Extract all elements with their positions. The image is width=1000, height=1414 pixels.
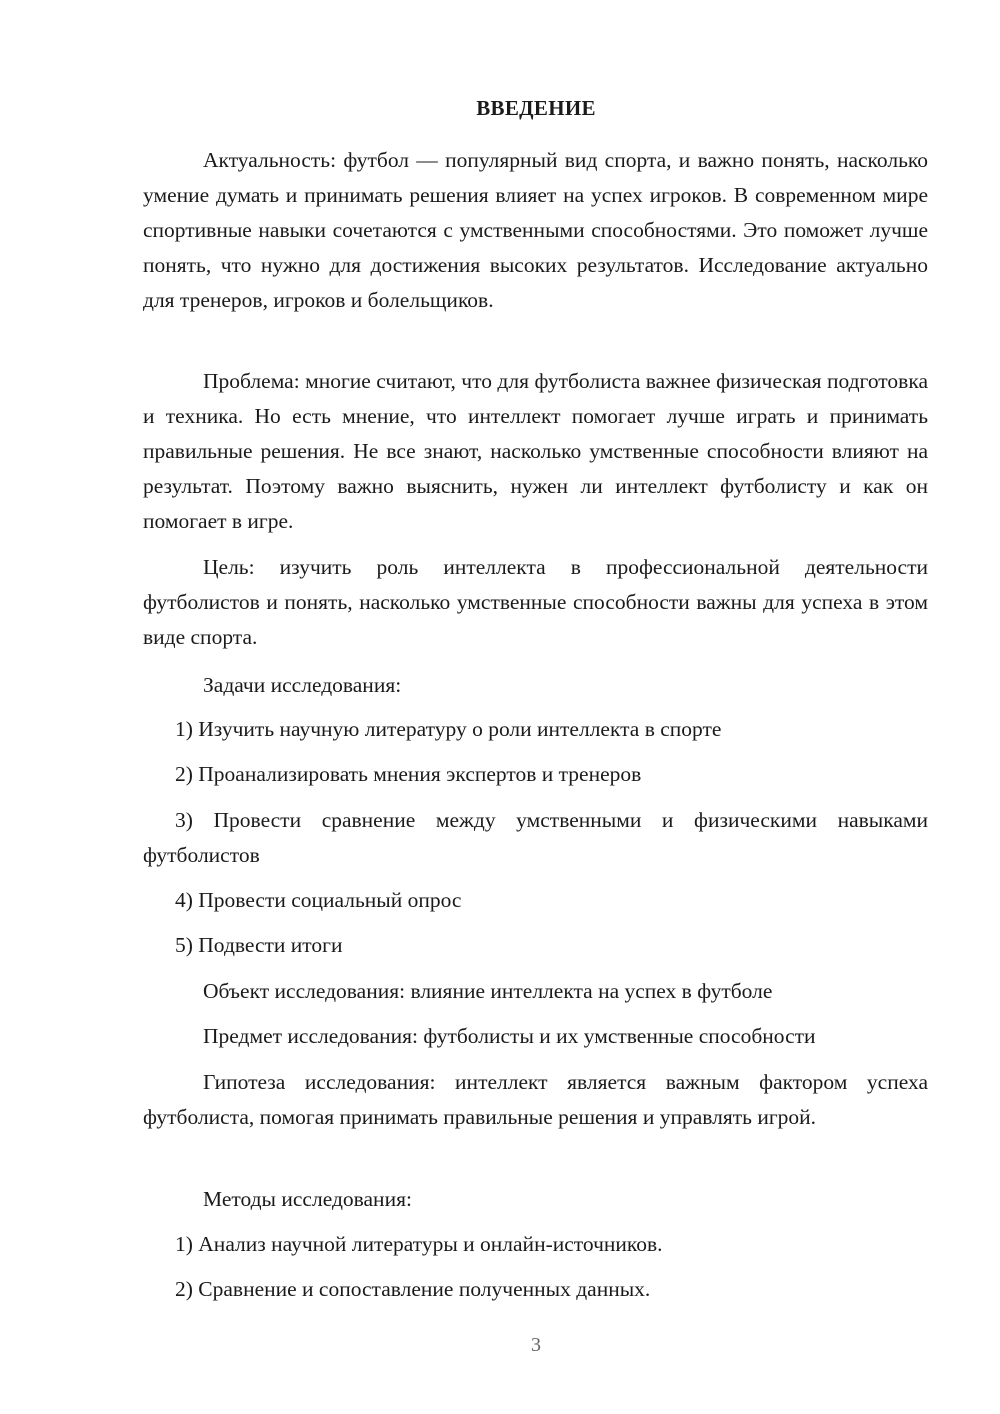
paragraph-subject: Предмет исследования: футболисты и их умственные способности [203, 1024, 816, 1048]
paragraph-problem: Проблема: многие считают, что для футболиста важнее физическая подготовка и техника. Но есть мнение, что интеллект помогает лучше играть и принимать правильные решения. Не все знают, насколько умственные способности влияют на результат. Поэтому важно выяснить, нужен ли интеллект футболисту и как он помогает в игре. [143, 369, 928, 533]
paragraph-goal: Цель: изучить роль интеллекта в профессиональной деятельности футболистов и понять, насколько умственные способности важны для успеха в этом виде спорта. [143, 555, 928, 649]
section-heading: ВВЕДЕНИЕ [476, 96, 596, 120]
methods-title: Методы исследования: [203, 1187, 412, 1211]
task-item-3: 3) Провести сравнение между умственными и физическими навыками футболистов [143, 808, 928, 867]
paragraph-relevance: Актуальность: футбол — популярный вид спорта, и важно понять, насколько умение думать и принимать решения влияет на успех игроков. В современном мире спортивные навыки сочетаются с умственными способностями. Это поможет лучше понять, что нужно для достижения высоких результатов. Исследование актуально для тренеров, игроков и болельщиков. [143, 148, 928, 312]
paragraph-object: Объект исследования: влияние интеллекта на успех в футболе [203, 979, 773, 1003]
task-item-2: 2) Проанализировать мнения экспертов и тренеров [175, 762, 642, 786]
task-item-1: 1) Изучить научную литературу о роли интеллекта в спорте [175, 717, 722, 741]
task-item-5: 5) Подвести итоги [175, 933, 343, 957]
task-item-4: 4) Провести социальный опрос [175, 888, 462, 912]
page-number: 3 [531, 1334, 541, 1356]
method-item-1: 1) Анализ научной литературы и онлайн-источников. [175, 1232, 663, 1256]
method-item-2: 2) Сравнение и сопоставление полученных данных. [175, 1277, 651, 1301]
tasks-title: Задачи исследования: [203, 673, 402, 697]
paragraph-hypothesis: Гипотеза исследования: интеллект является важным фактором успеха футболиста, помогая принимать правильные решения и управлять игрой. [143, 1070, 928, 1129]
